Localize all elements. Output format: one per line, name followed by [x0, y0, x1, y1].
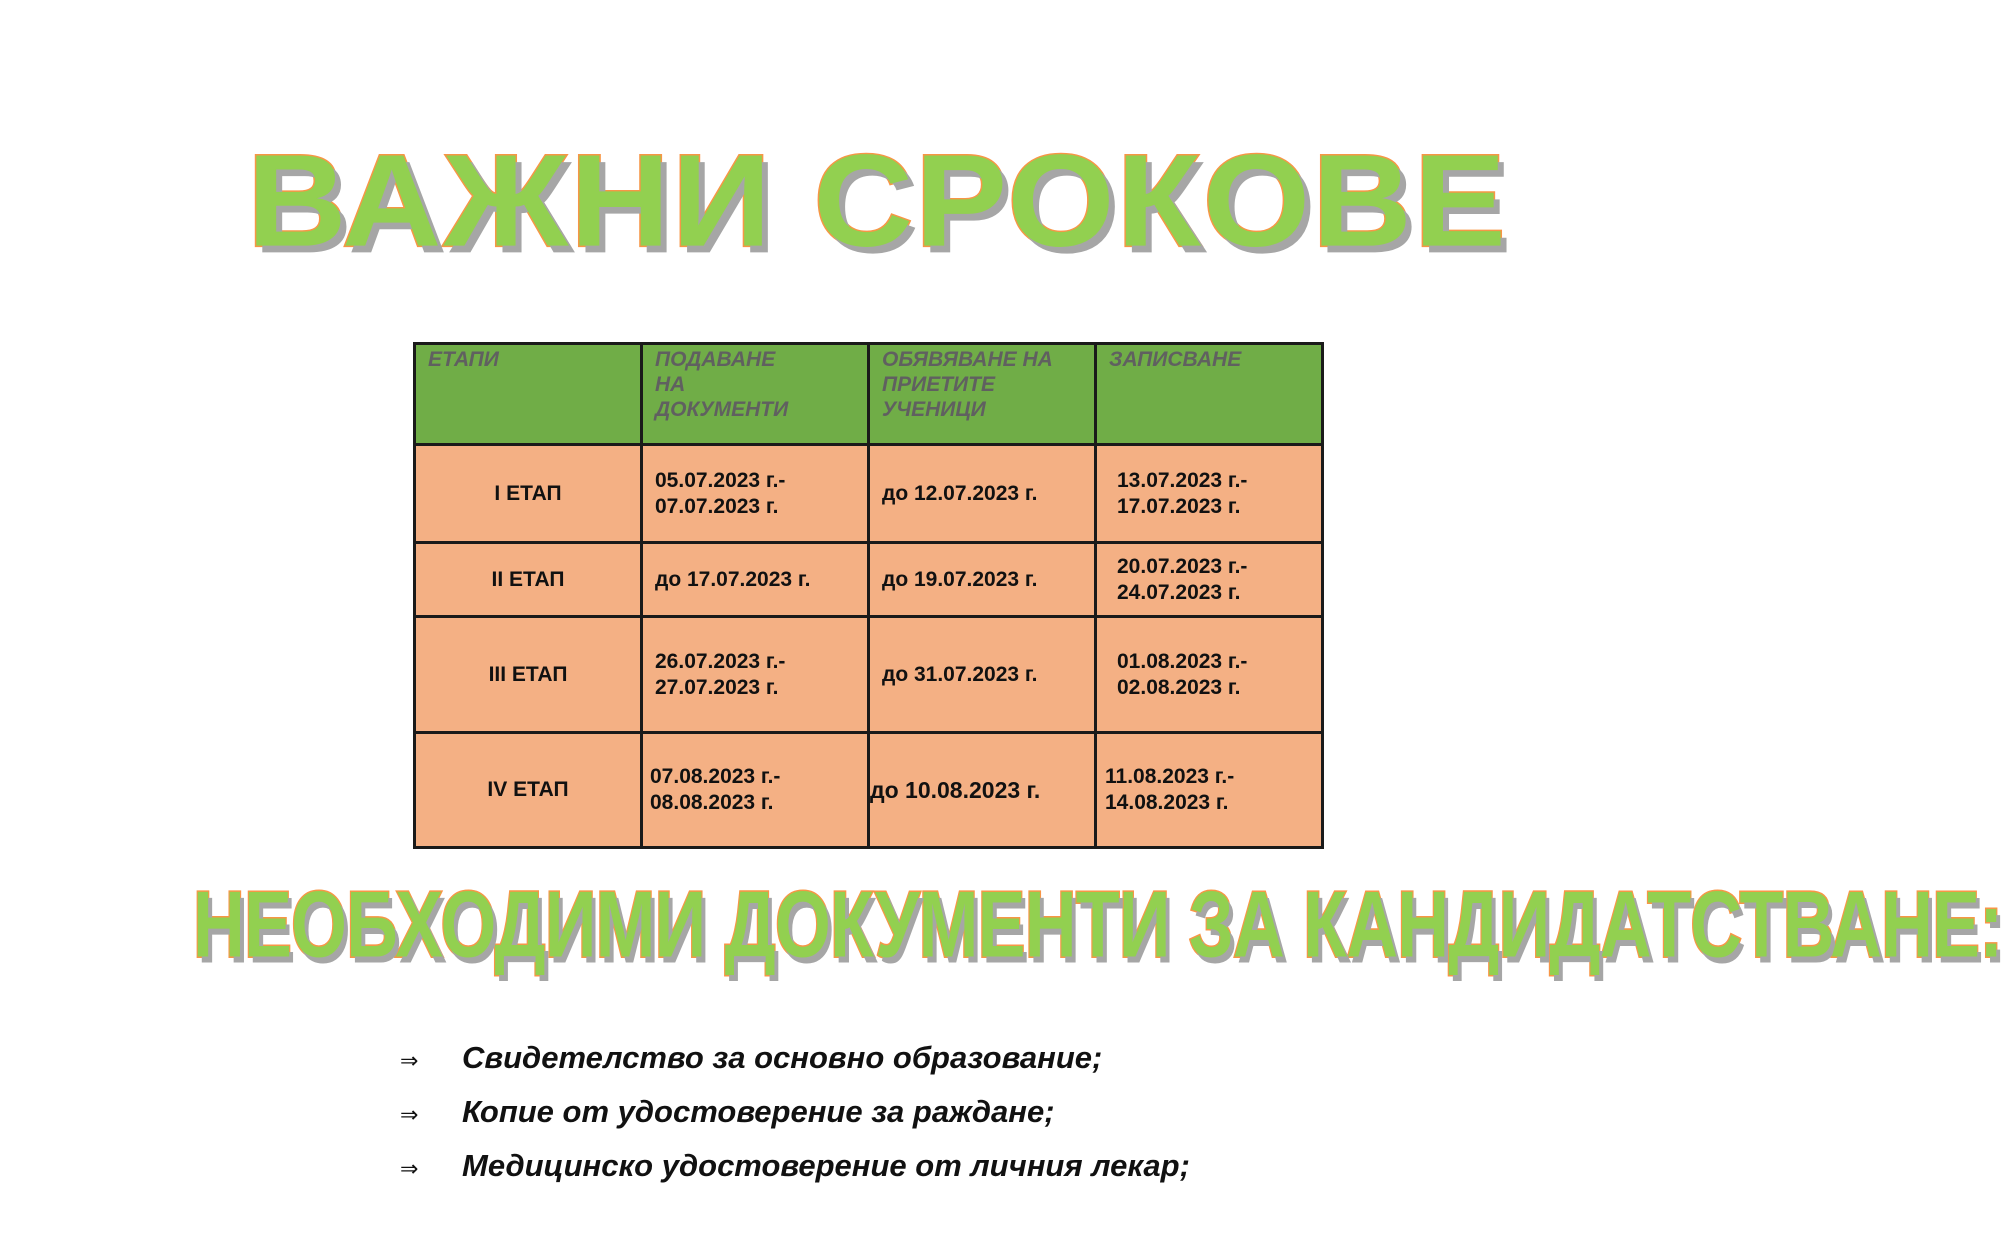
arrow-bullet-icon: ⇒ — [400, 1103, 419, 1128]
announcement-cell: до 19.07.2023 г. — [869, 543, 1096, 617]
submission-cell: 05.07.2023 г.- 07.07.2023 г. — [642, 445, 869, 543]
main-title: ВАЖНИ СРОКОВЕ — [247, 127, 1508, 275]
header-submission: ПОДАВАНЕ НА ДОКУМЕНТИ — [642, 344, 869, 445]
stage-cell: II ЕТАП — [415, 543, 642, 617]
header-enrollment: ЗАПИСВАНЕ — [1096, 344, 1323, 445]
stage-cell: IV ЕТАП — [415, 733, 642, 848]
document-item-text: Свидетелство за основно образование; — [462, 1040, 1103, 1075]
enrollment-cell: 11.08.2023 г.- 14.08.2023 г. — [1096, 733, 1323, 848]
document-item-text: Копие от удостоверение за раждане; — [462, 1094, 1055, 1129]
stage-cell: I ЕТАП — [415, 445, 642, 543]
submission-cell: до 17.07.2023 г. — [642, 543, 869, 617]
enrollment-cell: 01.08.2023 г.- 02.08.2023 г. — [1096, 617, 1323, 733]
table-row — [415, 445, 1323, 543]
stage-cell: III ЕТАП — [415, 617, 642, 733]
enrollment-cell: 13.07.2023 г.- 17.07.2023 г. — [1096, 445, 1323, 543]
announcement-cell: до 10.08.2023 г. — [869, 733, 1096, 848]
arrow-bullet-icon: ⇒ — [400, 1049, 419, 1074]
announcement-cell: до 31.07.2023 г. — [869, 617, 1096, 733]
table-row — [415, 617, 1323, 733]
list-item — [400, 1148, 1190, 1202]
list-item — [400, 1094, 1190, 1148]
header-stages: ЕТАПИ — [415, 344, 642, 445]
arrow-bullet-icon: ⇒ — [400, 1157, 419, 1182]
schedule-table — [413, 342, 1324, 849]
table-row — [415, 733, 1323, 848]
table-row — [415, 543, 1323, 617]
list-item — [400, 1040, 1190, 1094]
announcement-cell: до 12.07.2023 г. — [869, 445, 1096, 543]
submission-cell: 07.08.2023 г.- 08.08.2023 г. — [642, 733, 869, 848]
header-announcement: ОБЯВЯВАНЕ НА ПРИЕТИТЕ УЧЕНИЦИ — [869, 344, 1096, 445]
documents-title: НЕОБХОДИМИ ДОКУМЕНТИ ЗА КАНДИДАТСТВАНЕ: — [193, 872, 2002, 978]
submission-cell: 26.07.2023 г.- 27.07.2023 г. — [642, 617, 869, 733]
document-item-text: Медицинско удостоверение от личния лекар; — [462, 1148, 1190, 1183]
documents-list — [400, 1040, 1190, 1202]
enrollment-cell: 20.07.2023 г.- 24.07.2023 г. — [1096, 543, 1323, 617]
table-header-row — [415, 344, 1323, 445]
